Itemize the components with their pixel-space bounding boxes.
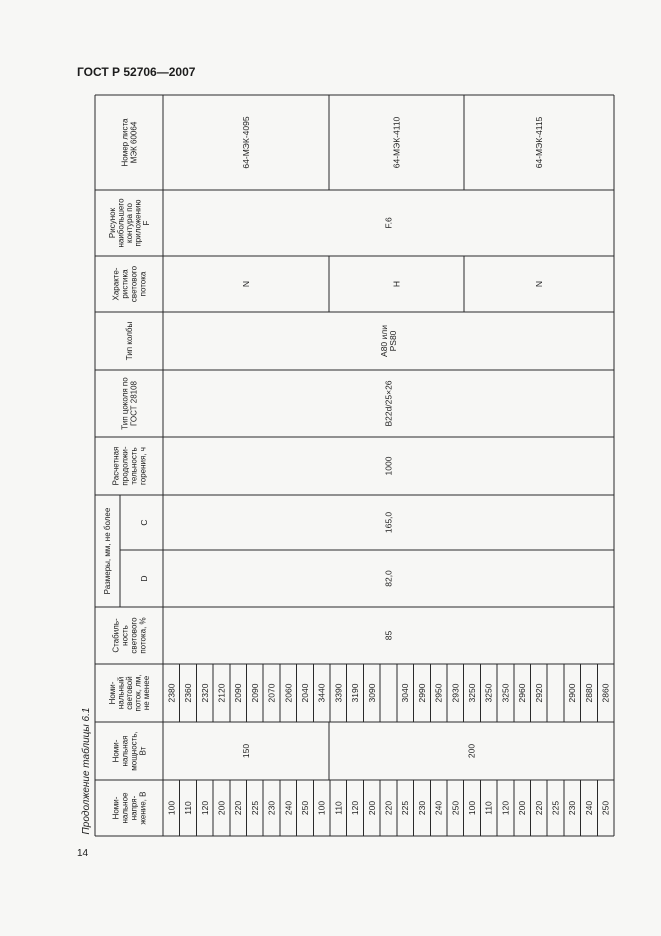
flux-cell: 2900 xyxy=(567,683,578,703)
voltage-cell: 230 xyxy=(567,800,578,816)
flux-cell: 3090 xyxy=(366,683,377,703)
life-value: 1000 xyxy=(383,456,394,476)
voltage-cell: 225 xyxy=(550,800,561,816)
sheet-value-3: 64-МЭК-4115 xyxy=(534,116,544,169)
char-value-3: N xyxy=(534,280,544,288)
voltage-cell: 230 xyxy=(266,800,277,816)
flux-cell: 2990 xyxy=(416,683,427,703)
voltage-cell: 240 xyxy=(583,800,594,816)
voltage-cell: 250 xyxy=(299,800,310,816)
header-stability: Стабиль-ностьсветовогопотока, % xyxy=(111,617,148,654)
voltage-cell: 110 xyxy=(183,801,194,815)
flux-cell: 2090 xyxy=(249,683,260,703)
voltage-cell: 110 xyxy=(483,801,494,815)
flux-cell: 2950 xyxy=(433,683,444,703)
header-base: Тип цоколя поГОСТ 28108 xyxy=(120,377,139,430)
header-voltage: Номи-нальноенапря-жение, В xyxy=(111,791,148,825)
flux-cell: 2880 xyxy=(583,683,594,703)
voltage-cell: 120 xyxy=(350,800,361,816)
voltage-cell: 100 xyxy=(166,800,177,816)
voltage-cell: 200 xyxy=(517,800,528,816)
voltage-cell: 100 xyxy=(316,800,327,816)
voltage-cell: 220 xyxy=(533,800,544,816)
header-bulb: Тип колбы xyxy=(125,321,134,361)
voltage-cell: 225 xyxy=(249,800,260,816)
flux-cell: 2360 xyxy=(183,683,194,703)
voltage-cell: 100 xyxy=(467,800,478,816)
voltage-cell: 110 xyxy=(333,801,344,815)
stability-value: 85 xyxy=(383,630,394,641)
voltage-cell: 230 xyxy=(416,800,427,816)
power-value-200: 200 xyxy=(466,743,477,759)
flux-cell: 2090 xyxy=(233,683,244,703)
header-dim-d: D xyxy=(139,575,149,582)
char-value-1: N xyxy=(241,280,251,288)
page-number: 14 xyxy=(77,848,89,859)
flux-cell: 3190 xyxy=(350,683,361,703)
voltage-cell: 225 xyxy=(400,800,411,816)
header-sheet: Номер листаМЭК 60064 xyxy=(120,118,139,167)
sheet-value-1: 64-МЭК-4095 xyxy=(241,116,251,169)
table-caption: Продолжение таблицы 6.1 xyxy=(81,707,92,835)
header-characteristic: Характе-ристикасветовогопотока xyxy=(111,265,148,303)
flux-cell: 2860 xyxy=(600,683,611,703)
voltage-cell: 220 xyxy=(383,800,394,816)
dim-c-value: 165,0 xyxy=(383,511,394,534)
bulb-value: A80 илиPS80 xyxy=(379,325,398,357)
flux-cell: 3250 xyxy=(500,683,511,703)
figure-value: F.6 xyxy=(383,217,394,229)
document-header: ГОСТ Р 52706—2007 xyxy=(77,65,196,79)
voltage-cell: 250 xyxy=(450,800,461,816)
dim-d-value: 82,0 xyxy=(383,570,394,587)
voltage-cell: 240 xyxy=(433,800,444,816)
flux-cell: 2920 xyxy=(533,683,544,703)
header-figure: Рисунокнаибольшегоконтура поприложениюF xyxy=(108,198,151,248)
voltage-cell: 120 xyxy=(199,800,210,816)
header-dim-c: C xyxy=(139,519,149,526)
header-life: Расчетнаяпродолжи-тельностьгорения, ч xyxy=(111,446,148,486)
header-dimensions: Размеры, мм, не более xyxy=(103,507,112,595)
flux-cell: 2960 xyxy=(517,683,528,703)
voltage-cell: 120 xyxy=(500,800,511,816)
base-value: B22d/25×26 xyxy=(383,380,394,427)
flux-cell: 3390 xyxy=(333,683,344,703)
flux-cell: 2060 xyxy=(283,683,294,703)
voltage-cell: 250 xyxy=(600,800,611,816)
flux-cell: 2380 xyxy=(166,683,177,703)
flux-cell: 3040 xyxy=(400,683,411,703)
flux-cell: 3250 xyxy=(467,683,478,703)
flux-cell: 2320 xyxy=(199,683,210,703)
flux-cell: 2040 xyxy=(299,683,310,703)
char-value-2: H xyxy=(391,280,402,288)
flux-cell: 3250 xyxy=(483,683,494,703)
header-power: Номи-нальнаямощность,Вт xyxy=(111,731,148,771)
flux-cell: 2930 xyxy=(450,683,461,703)
flux-cell: 2070 xyxy=(266,683,277,703)
flux-cell: 2120 xyxy=(216,683,227,703)
voltage-cell: 200 xyxy=(366,800,377,816)
voltage-cell: 220 xyxy=(233,800,244,816)
header-flux: Номи-нальныйсветовойпоток, лм,не менее xyxy=(108,674,151,712)
flux-cell: 3440 xyxy=(316,683,327,703)
voltage-cell: 200 xyxy=(216,800,227,816)
sheet-value-2: 64-МЭК-4110 xyxy=(391,116,402,169)
power-value-150: 150 xyxy=(241,743,251,759)
voltage-cell: 240 xyxy=(283,800,294,816)
